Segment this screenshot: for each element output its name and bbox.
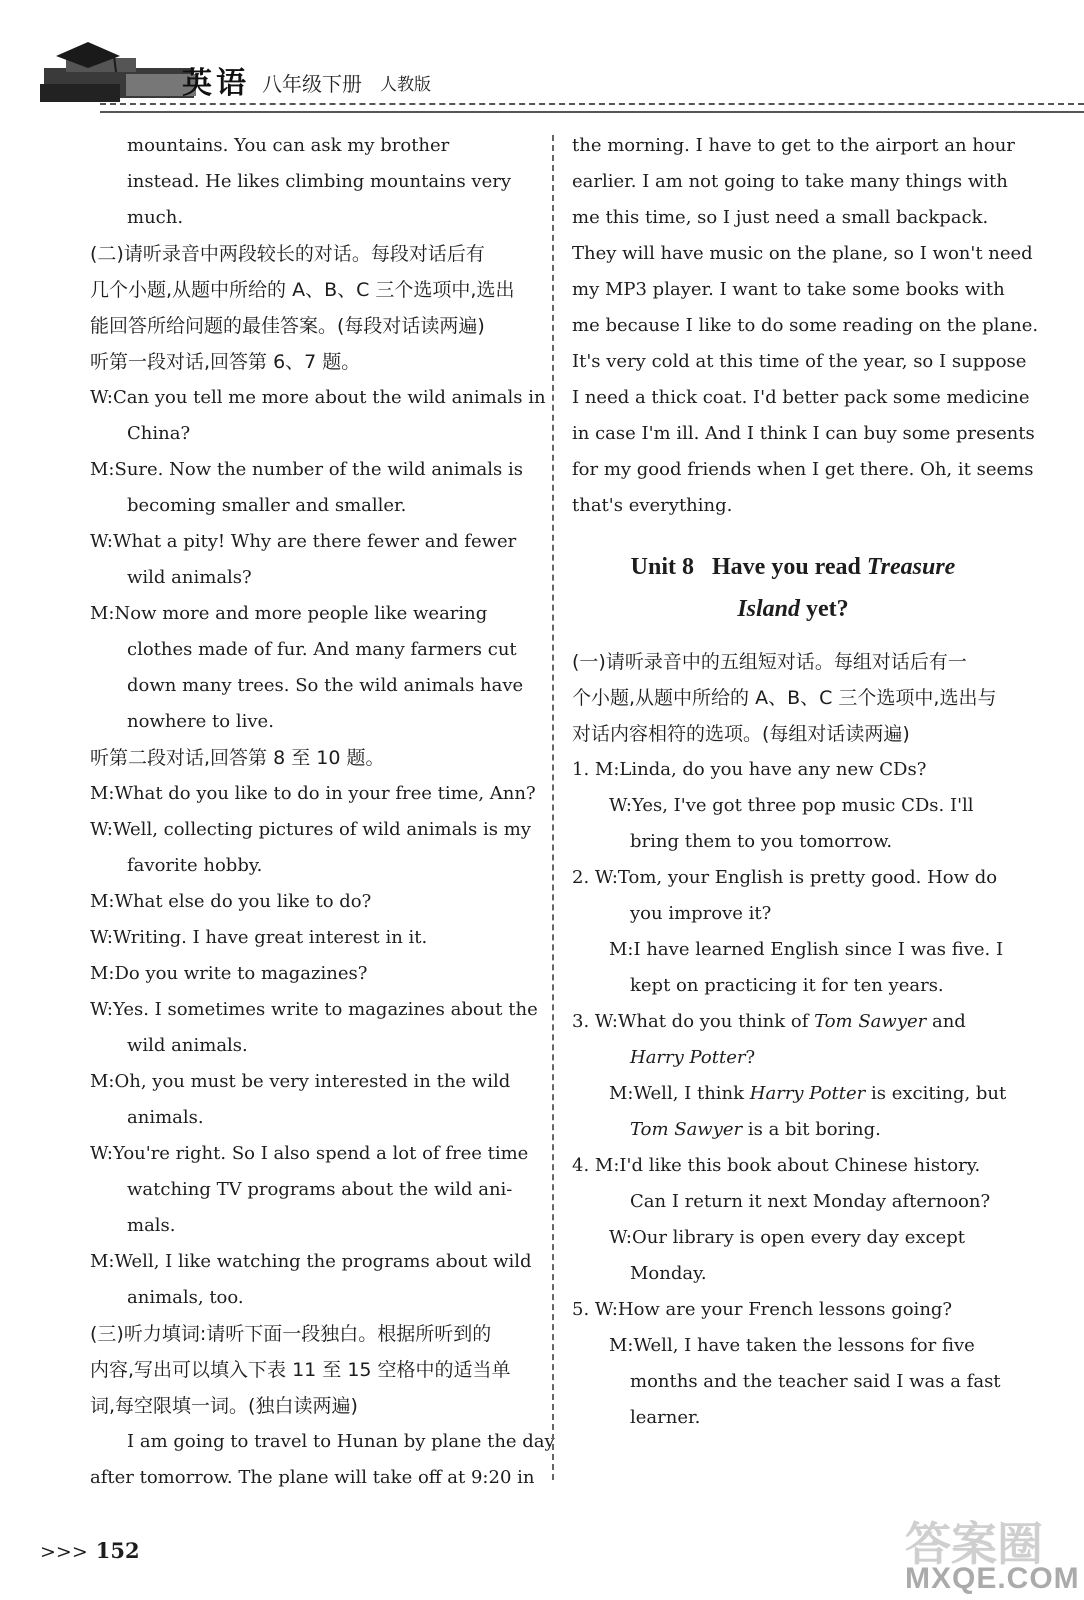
unit-title-book: Treasure (866, 554, 956, 580)
section-instruction: (三)听力填词:请听下面一段独白。根据所听到的 (90, 1323, 492, 1345)
question-line: 5. W:How are your French lessons going? (572, 1299, 953, 1320)
dialogue-heading: 听第二段对话,回答第 8 至 10 题。 (90, 747, 385, 769)
text-line: instead. He likes climbing mountains very (127, 171, 512, 192)
monologue-line: that's everything. (572, 495, 733, 516)
dialogue-line: becoming smaller and smaller. (127, 495, 407, 516)
question-line (572, 1040, 1014, 1076)
dialogue-line: mals. (127, 1215, 176, 1236)
book-title: Tom Sawyer (814, 1011, 927, 1032)
section-instruction: 个小题,从题中所给的 A、B、C 三个选项中,选出与 (572, 687, 997, 709)
header-rule (100, 103, 1084, 113)
question-text: M:Well, I think (609, 1083, 750, 1104)
monologue-line: for my good friends when I get there. Oh, it seems (572, 459, 1034, 480)
question-line: W:Our library is open every day except (609, 1227, 965, 1248)
page-arrows-icon: >>> (40, 1541, 88, 1563)
text-line: much. (127, 207, 184, 228)
monologue-line: in case I'm ill. And I think I can buy some presents (572, 423, 1035, 444)
dialogue-line: W:You're right. So I also spend a lot of free time (90, 1143, 529, 1164)
question-line: learner. (630, 1407, 701, 1428)
monologue-line: me this time, so I just need a small backpack. (572, 207, 989, 228)
question-line: M:Well, I have taken the lessons for five (609, 1335, 975, 1356)
dialogue-line: M:Now more and more people like wearing (90, 603, 488, 624)
dialogue-line: M:What else do you like to do? (90, 891, 372, 912)
unit-title-part: Unit 8 Have you read (630, 554, 867, 580)
dialogue-line: M:Oh, you must be very interested in the wild (90, 1071, 511, 1092)
dialogue-line: M:Well, I like watching the programs about wild (90, 1251, 532, 1272)
dialogue-heading: 听第一段对话,回答第 6、7 题。 (90, 351, 361, 373)
monologue-line: my MP3 player. I want to take some books with (572, 279, 1005, 300)
dialogue-line: animals, too. (127, 1287, 244, 1308)
question-line: 2. W:Tom, your English is pretty good. How do (572, 867, 998, 888)
question-line (572, 1076, 1014, 1112)
question-text: ? (745, 1047, 756, 1068)
edition-label: 人教版 (380, 75, 431, 95)
question-line: Can I return it next Monday afternoon? (630, 1191, 991, 1212)
text-line: mountains. You can ask my brother (127, 135, 450, 156)
monologue-line: the morning. I have to get to the airport an hour (572, 135, 1015, 156)
section-instruction: (一)请听录音中的五组短对话。每组对话后有一 (572, 651, 967, 673)
question-line: 4. M:I'd like this book about Chinese history. (572, 1155, 981, 1176)
dialogue-line: W:Writing. I have great interest in it. (90, 927, 428, 948)
dialogue-line: W:Well, collecting pictures of wild animals is my (90, 819, 531, 840)
question-text: 3. W:What do you think of (572, 1011, 815, 1032)
dialogue-line: clothes made of fur. And many farmers cut (127, 639, 517, 660)
book-stack-logo-icon (36, 38, 206, 110)
monologue-line: I need a thick coat. I'd better pack some medicine (572, 387, 1030, 408)
left-column (90, 128, 555, 1496)
question-text: and (926, 1011, 966, 1032)
section-instruction: 对话内容相符的选项。(每组对话读两遍) (572, 723, 910, 745)
section-instruction: 能回答所给问题的最佳答案。(每段对话读两遍) (90, 315, 485, 337)
dialogue-line: wild animals. (127, 1035, 248, 1056)
section-instruction: 内容,写出可以填入下表 11 至 15 空格中的适当单 (90, 1359, 511, 1381)
question-line: M:I have learned English since I was five. I (609, 939, 1004, 960)
section-instruction: 几个小题,从题中所给的 A、B、C 三个选项中,选出 (90, 279, 515, 301)
dialogue-line: animals. (127, 1107, 204, 1128)
question-line (572, 1112, 1014, 1148)
dialogue-line: W:Can you tell me more about the wild animals in (90, 387, 546, 408)
watermark-logo: 答案圈 (905, 1517, 1043, 1571)
question-line: W:Yes, I've got three pop music CDs. I'll (609, 795, 974, 816)
dialogue-line: W:Yes. I sometimes write to magazines about the (90, 999, 538, 1020)
page-header (0, 0, 1084, 112)
page-footer (40, 1538, 140, 1563)
question-line: bring them to you tomorrow. (630, 831, 893, 852)
dialogue-line: wild animals? (127, 567, 252, 588)
question-line: you improve it? (630, 903, 772, 924)
page-number: 152 (95, 1538, 140, 1563)
unit-title (572, 546, 1014, 630)
question-line (572, 1004, 1014, 1040)
monologue-line: It's very cold at this time of the year, so I suppose (572, 351, 1027, 372)
section-instruction: 词,每空限填一词。(独白读两遍) (90, 1395, 358, 1417)
monologue-line: They will have music on the plane, so I won't need (572, 243, 1033, 264)
dialogue-line: China? (127, 423, 191, 444)
subject-title: 英语 (182, 66, 250, 101)
dialogue-line: favorite hobby. (127, 855, 263, 876)
question-line: Monday. (630, 1263, 707, 1284)
monologue-line: me because I like to do some reading on the plane. (572, 315, 1039, 336)
question-line: 1. M:Linda, do you have any new CDs? (572, 759, 927, 780)
dialogue-line: down many trees. So the wild animals have (127, 675, 524, 696)
unit-title-book: Island (737, 596, 801, 622)
monologue-line: after tomorrow. The plane will take off at 9:20 in (90, 1467, 535, 1488)
grade-label: 八年级下册 (262, 72, 362, 96)
dialogue-line: M:What do you like to do in your free time, Ann? (90, 783, 536, 804)
book-title: Harry Potter (630, 1047, 746, 1068)
dialogue-line: watching TV programs about the wild ani- (127, 1179, 513, 1200)
unit-title-part: yet? (800, 596, 849, 622)
question-line: kept on practicing it for ten years. (630, 975, 944, 996)
question-line: months and the teacher said I was a fast (630, 1371, 1001, 1392)
dialogue-line: nowhere to live. (127, 711, 274, 732)
monologue-line: I am going to travel to Hunan by plane the day (127, 1431, 555, 1452)
question-text: is a bit boring. (742, 1119, 881, 1140)
question-text: is exciting, but (865, 1083, 1007, 1104)
right-column (572, 128, 1039, 1436)
dialogue-line: W:What a pity! Why are there fewer and fewer (90, 531, 517, 552)
watermark-site: MXQE.COM (905, 1562, 1080, 1595)
section-instruction: (二)请听录音中两段较长的对话。每段对话后有 (90, 243, 485, 265)
book-title: Harry Potter (749, 1083, 866, 1104)
monologue-line: earlier. I am not going to take many things with (572, 171, 1008, 192)
column-divider (552, 135, 554, 1480)
dialogue-line: M:Sure. Now the number of the wild animals is (90, 459, 523, 480)
dialogue-line: M:Do you write to magazines? (90, 963, 368, 984)
book-title: Tom Sawyer (630, 1119, 743, 1140)
